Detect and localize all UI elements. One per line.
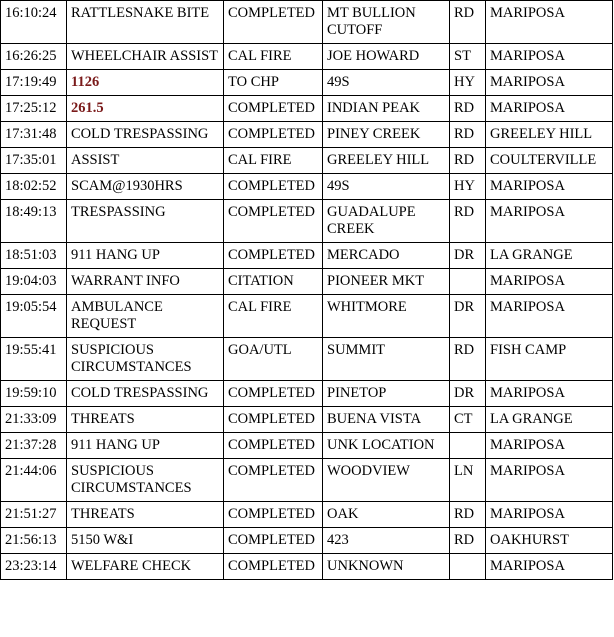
time-cell: 21:56:13: [1, 528, 67, 554]
disposition-cell: COMPLETED: [224, 433, 323, 459]
time-cell: 17:25:12: [1, 96, 67, 122]
street-cell: MT BULLION CUTOFF: [323, 1, 450, 44]
disposition-cell: COMPLETED: [224, 459, 323, 502]
city-cell: MARIPOSA: [486, 1, 613, 44]
street-cell: GUADALUPE CREEK: [323, 200, 450, 243]
call-type-cell: ASSIST: [67, 148, 224, 174]
city-cell: MARIPOSA: [486, 459, 613, 502]
city-cell: MARIPOSA: [486, 70, 613, 96]
disposition-cell: COMPLETED: [224, 174, 323, 200]
city-cell: MARIPOSA: [486, 554, 613, 580]
street-cell: 49S: [323, 70, 450, 96]
street-suffix-cell: RD: [450, 1, 486, 44]
call-type-cell: SUSPICIOUS CIRCUMSTANCES: [67, 338, 224, 381]
street-suffix-cell: DR: [450, 243, 486, 269]
table-row: [1, 44, 613, 70]
street-cell: OAK: [323, 502, 450, 528]
disposition-cell: COMPLETED: [224, 122, 323, 148]
call-type-cell: RATTLESNAKE BITE: [67, 1, 224, 44]
time-cell: 23:23:14: [1, 554, 67, 580]
street-cell: PIONEER MKT: [323, 269, 450, 295]
city-cell: LA GRANGE: [486, 407, 613, 433]
street-suffix-cell: CT: [450, 407, 486, 433]
table-row: [1, 502, 613, 528]
table-row: [1, 269, 613, 295]
table-row: [1, 174, 613, 200]
street-suffix-cell: DR: [450, 381, 486, 407]
call-type-cell: WARRANT INFO: [67, 269, 224, 295]
disposition-cell: CITATION: [224, 269, 323, 295]
city-cell: MARIPOSA: [486, 44, 613, 70]
call-type-cell: COLD TRESPASSING: [67, 122, 224, 148]
call-type-cell: WHEELCHAIR ASSIST: [67, 44, 224, 70]
city-cell: MARIPOSA: [486, 502, 613, 528]
street-cell: SUMMIT: [323, 338, 450, 381]
table-row: [1, 407, 613, 433]
time-cell: 21:37:28: [1, 433, 67, 459]
table-row: [1, 200, 613, 243]
table-row: [1, 243, 613, 269]
table-row: [1, 459, 613, 502]
call-type-cell: SCAM@1930HRS: [67, 174, 224, 200]
street-suffix-cell: DR: [450, 295, 486, 338]
city-cell: MARIPOSA: [486, 174, 613, 200]
time-cell: 17:31:48: [1, 122, 67, 148]
call-type-cell: 261.5: [67, 96, 224, 122]
street-suffix-cell: RD: [450, 148, 486, 174]
table-row: [1, 295, 613, 338]
table-row: [1, 338, 613, 381]
table-row: [1, 122, 613, 148]
disposition-cell: CAL FIRE: [224, 44, 323, 70]
street-cell: 423: [323, 528, 450, 554]
street-cell: INDIAN PEAK: [323, 96, 450, 122]
street-cell: PINEY CREEK: [323, 122, 450, 148]
call-type-cell: COLD TRESPASSING: [67, 381, 224, 407]
street-suffix-cell: RD: [450, 122, 486, 148]
call-type-cell: AMBULANCE REQUEST: [67, 295, 224, 338]
time-cell: 16:10:24: [1, 1, 67, 44]
city-cell: MARIPOSA: [486, 381, 613, 407]
disposition-cell: COMPLETED: [224, 381, 323, 407]
city-cell: LA GRANGE: [486, 243, 613, 269]
disposition-cell: COMPLETED: [224, 407, 323, 433]
street-suffix-cell: HY: [450, 70, 486, 96]
street-cell: 49S: [323, 174, 450, 200]
time-cell: 16:26:25: [1, 44, 67, 70]
disposition-cell: COMPLETED: [224, 502, 323, 528]
time-cell: 21:44:06: [1, 459, 67, 502]
street-suffix-cell: RD: [450, 96, 486, 122]
table-row: [1, 381, 613, 407]
disposition-cell: COMPLETED: [224, 200, 323, 243]
call-type-cell: 5150 W&I: [67, 528, 224, 554]
time-cell: 21:51:27: [1, 502, 67, 528]
disposition-cell: CAL FIRE: [224, 295, 323, 338]
disposition-cell: COMPLETED: [224, 1, 323, 44]
street-suffix-cell: RD: [450, 528, 486, 554]
table-row: [1, 70, 613, 96]
street-suffix-cell: RD: [450, 502, 486, 528]
disposition-cell: COMPLETED: [224, 96, 323, 122]
street-cell: UNKNOWN: [323, 554, 450, 580]
city-cell: MARIPOSA: [486, 200, 613, 243]
street-suffix-cell: [450, 554, 486, 580]
city-cell: FISH CAMP: [486, 338, 613, 381]
call-type-cell: 1126: [67, 70, 224, 96]
call-type-cell: TRESPASSING: [67, 200, 224, 243]
time-cell: 19:55:41: [1, 338, 67, 381]
table-row: [1, 554, 613, 580]
disposition-cell: COMPLETED: [224, 528, 323, 554]
street-suffix-cell: LN: [450, 459, 486, 502]
street-suffix-cell: ST: [450, 44, 486, 70]
time-cell: 18:02:52: [1, 174, 67, 200]
table-row: [1, 148, 613, 174]
call-type-cell: THREATS: [67, 407, 224, 433]
time-cell: 21:33:09: [1, 407, 67, 433]
street-cell: GREELEY HILL: [323, 148, 450, 174]
call-type-cell: WELFARE CHECK: [67, 554, 224, 580]
street-suffix-cell: RD: [450, 338, 486, 381]
city-cell: MARIPOSA: [486, 269, 613, 295]
time-cell: 18:49:13: [1, 200, 67, 243]
table-row: [1, 433, 613, 459]
time-cell: 19:59:10: [1, 381, 67, 407]
street-cell: WHITMORE: [323, 295, 450, 338]
street-suffix-cell: HY: [450, 174, 486, 200]
call-type-cell: THREATS: [67, 502, 224, 528]
street-suffix-cell: [450, 269, 486, 295]
time-cell: 19:04:03: [1, 269, 67, 295]
city-cell: COULTERVILLE: [486, 148, 613, 174]
street-cell: JOE HOWARD: [323, 44, 450, 70]
time-cell: 17:19:49: [1, 70, 67, 96]
city-cell: OAKHURST: [486, 528, 613, 554]
city-cell: MARIPOSA: [486, 96, 613, 122]
street-cell: PINETOP: [323, 381, 450, 407]
city-cell: MARIPOSA: [486, 433, 613, 459]
time-cell: 17:35:01: [1, 148, 67, 174]
table-row: [1, 96, 613, 122]
disposition-cell: TO CHP: [224, 70, 323, 96]
street-cell: BUENA VISTA: [323, 407, 450, 433]
street-suffix-cell: [450, 433, 486, 459]
table-row: [1, 528, 613, 554]
call-type-cell: 911 HANG UP: [67, 433, 224, 459]
street-cell: MERCADO: [323, 243, 450, 269]
call-type-cell: 911 HANG UP: [67, 243, 224, 269]
street-cell: UNK LOCATION: [323, 433, 450, 459]
disposition-cell: CAL FIRE: [224, 148, 323, 174]
time-cell: 19:05:54: [1, 295, 67, 338]
street-cell: WOODVIEW: [323, 459, 450, 502]
call-log-body: [1, 1, 613, 580]
table-row: [1, 1, 613, 44]
city-cell: MARIPOSA: [486, 295, 613, 338]
city-cell: GREELEY HILL: [486, 122, 613, 148]
disposition-cell: COMPLETED: [224, 554, 323, 580]
disposition-cell: GOA/UTL: [224, 338, 323, 381]
call-type-cell: SUSPICIOUS CIRCUMSTANCES: [67, 459, 224, 502]
time-cell: 18:51:03: [1, 243, 67, 269]
street-suffix-cell: RD: [450, 200, 486, 243]
disposition-cell: COMPLETED: [224, 243, 323, 269]
